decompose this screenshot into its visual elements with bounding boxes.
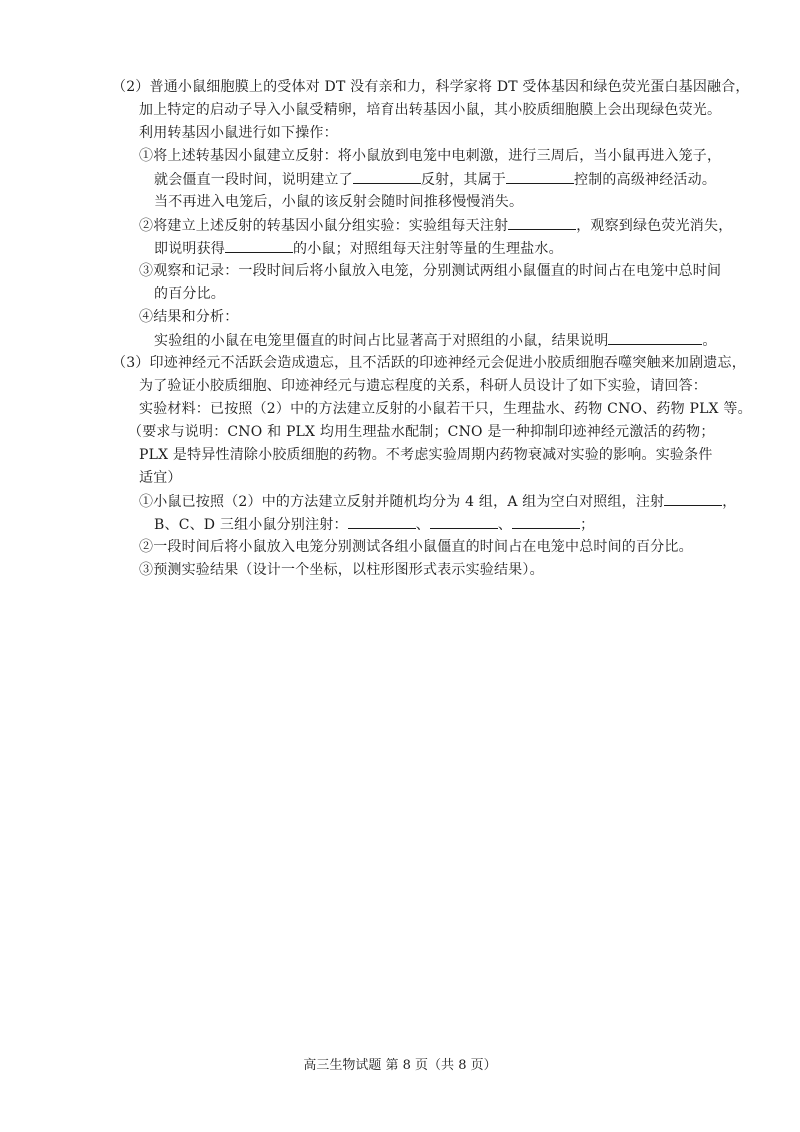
page-footer: 高三生物试题 第 8 页（共 8 页）	[303, 1058, 497, 1073]
step2-text-d: 的小鼠；对照组每天注射等量的生理盐水。	[293, 241, 563, 257]
answer-blank-injection[interactable]	[508, 214, 576, 230]
step2-text-b: ，观察到绿色荧光消失，	[576, 218, 733, 234]
answer-blank-group-b[interactable]	[348, 513, 416, 529]
step4-line-2	[154, 329, 717, 352]
answer-blank-group-a[interactable]	[664, 490, 722, 506]
answer-blank-mouse-type[interactable]	[225, 237, 293, 253]
answer-blank-group-c[interactable]	[430, 513, 498, 529]
part3-intro-line-1: （3）印迹神经元不活跃会造成遗忘，且不活跃的印迹神经元会促进小胶质细胞吞噬突触来加剧遗忘，	[112, 355, 746, 371]
step2-line-1	[139, 214, 732, 237]
part2-intro-line-1: （2）普通小鼠细胞膜上的受体对 DT 没有亲和力，科学家将 DT 受体基因和绿色荧光蛋白基因融合，	[112, 79, 750, 95]
answer-blank-conclusion[interactable]	[608, 329, 702, 345]
step1-line-2	[154, 168, 716, 191]
step1-text-a: 就会僵直一段时间，说明建立了	[154, 172, 353, 188]
q1-text-c: B、C、D 三组小鼠分别注射：	[154, 517, 348, 533]
step1-text-b: 反射，其属于	[420, 172, 507, 188]
step1-line-1: ①将上述转基因小鼠建立反射：将小鼠放到电笼中电刺激，进行三周后，当小鼠再进入笼子，	[139, 148, 722, 164]
part3-requirements-line-2: PLX 是特异性清除小胶质细胞的药物。不考虑实验周期内药物衰减对实验的影响。实验条件	[139, 447, 713, 463]
answer-blank-control-center[interactable]	[506, 168, 574, 184]
q1-sep-1: 、	[415, 517, 430, 533]
part3-requirements-line-1: （要求与说明：CNO 和 PLX 均用生理盐水配制；CNO 是一种抑制印迹神经元激活的药物；	[128, 424, 715, 440]
part3-intro-line-2: 为了验证小胶质细胞、印迹神经元与遗忘程度的关系，科研人员设计了如下实验，请回答：	[139, 378, 707, 394]
part3-materials: 实验材料：已按照（2）中的方法建立反射的小鼠若干只，生理盐水、药物 CNO、药物 PLX 等。	[139, 401, 752, 417]
step2-text-c: 即说明获得	[154, 241, 225, 257]
step3-line-2: 的百分比。	[154, 286, 225, 302]
step4-line-1: ④结果和分析：	[139, 309, 239, 325]
part2-intro-line-3: 利用转基因小鼠进行如下操作：	[139, 125, 338, 141]
answer-blank-reflex-type[interactable]	[353, 168, 421, 184]
q1-text-a: ①小鼠已按照（2）中的方法建立反射并随机均分为 4 组，A 组为空白对照组，注射	[139, 494, 665, 510]
step2-text-a: ②将建立上述反射的转基因小鼠分组实验：实验组每天注射	[139, 218, 509, 234]
q1-sep-2: 、	[497, 517, 513, 533]
q1-line-1	[139, 490, 736, 513]
step4-text-a: 实验组的小鼠在电笼里僵直的时间占比显著高于对照组的小鼠，结果说明	[154, 333, 609, 349]
q1-end: ；	[580, 517, 595, 533]
step2-line-2	[154, 237, 563, 260]
q1-line-2	[154, 513, 594, 536]
q3-line: ③预测实验结果（设计一个坐标，以柱形图形式表示实验结果）。	[139, 562, 544, 578]
part2-intro-line-2: 加上特定的启动子导入小鼠受精卵，培育出转基因小鼠，其小胶质细胞膜上会出现绿色荧光。	[139, 102, 722, 118]
step1-text-c: 控制的高级神经活动。	[574, 172, 717, 188]
q2-line: ②一段时间后将小鼠放入电笼分别测试各组小鼠僵直的时间占在电笼中总时间的百分比。	[139, 539, 693, 555]
answer-blank-group-d[interactable]	[512, 513, 580, 529]
step3-line-1: ③观察和记录：一段时间后将小鼠放入电笼，分别测试两组小鼠僵直的时间占在电笼中总时间	[139, 263, 722, 279]
q1-text-b: ，	[722, 494, 737, 510]
part3-requirements-line-3: 适宜）	[139, 470, 182, 486]
step4-text-b: 。	[702, 333, 717, 349]
step1-line-3: 当不再进入电笼后，小鼠的该反射会随时间推移慢慢消失。	[154, 194, 524, 210]
